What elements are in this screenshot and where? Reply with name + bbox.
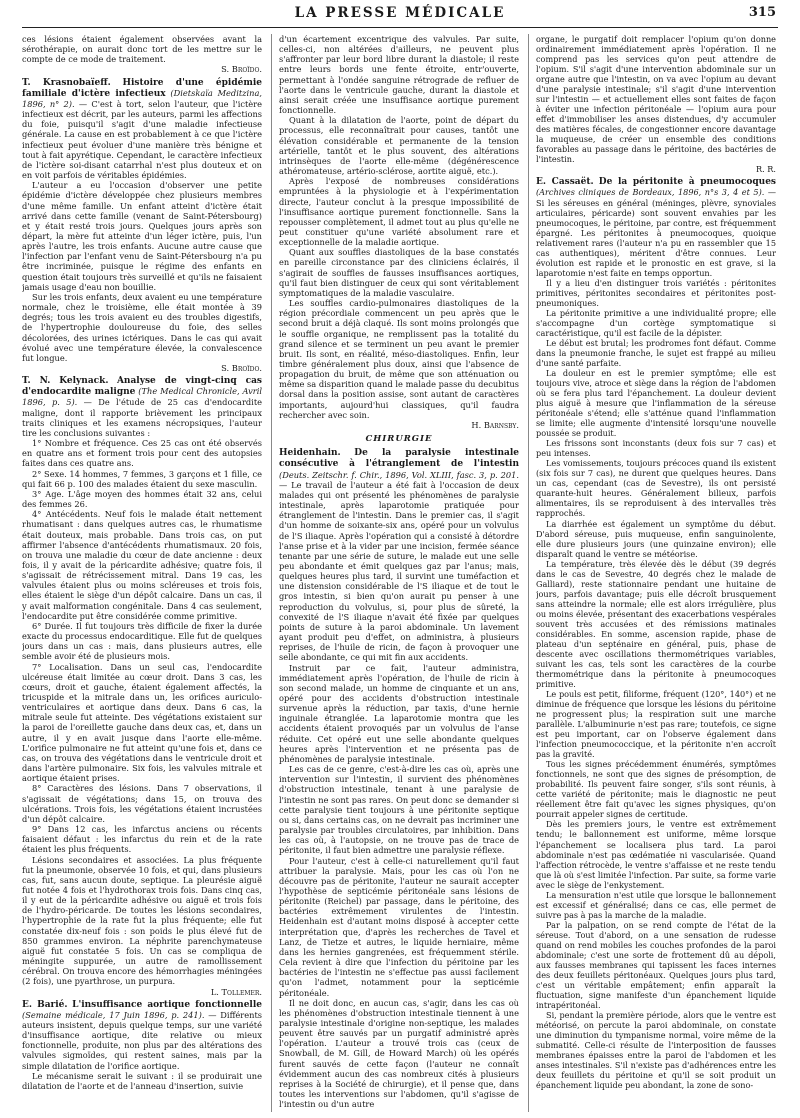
article-source: (Dietskaïa Meditzina, 1896, n° 2). [22,87,262,109]
paragraph: Il y a lieu d'en distinguer trois variétés : péritonites primitives, péritonites secondaires et péritonites post-pneumoniques. [536,277,776,308]
signature: H. Barnsby. [471,419,519,430]
paragraph: 4° Antécédents. Neuf fois le malade était nettement rhumatisant : dans quelques autres cas, le rhumatisme était douteux, mais probable. Dans trois cas, on put affirmer l'absence d'antécédents rhumatismaux. 20 fois, on trouva une maladie du cœur de date ancienne : deux fois, il y avait de la péricardite adhésive; quatre fois, il s'agissait de rétrécissement mitral. Dans 19 cas, les valvules étaient plus ou moins scléreuses et trois fois, elles étaient le siège d'un dépôt calcaire. Dans un cas, il y avait malformation congénitale. Dans 4 cas seulement, l'endocardite put être considérée comme primitive. [22,509,262,621]
paragraph: Instruit par ce fait, l'auteur administra, immédiatement après l'opération, de l'huile de ricin à son second malade, un homme de cinquante et un ans, opéré pour des accidents d'obstruction intestinale survenue après la réduction, par taxis, d'une hernie inguinale étranglée. La laparotomie montra que les accidents étaient provoqués par un volvulus de l'anse réduite. Cet opéré eut une selle abondante quelques heures après l'intervention et ne présenta pas de phénomènes de paralysie intestinale. [279,662,519,764]
article-source: (Deuts. Zeitschr. f. Chir., 1896, Vol. XLIII, fasc. 3, p. 201. [279,469,519,480]
page-number: 315 [748,5,776,20]
paragraph: Lésions secondaires et associées. La plus fréquente fut la pneumonie, observée 10 fois, et qui, dans plusieurs cas, fut, sans aucun doute, septique. La pleurésie aiguë fut notée 4 fois et l'hydrothorax trois fois. Dans cinq cas, il y eut de la péricardite adhésive ou aiguë et trois fois de l'hydro-péricarde. De toutes les lésions secondaires, l'hypertrophie de la rate fut la plus fréquente; elle fut constatée dix-neuf fois : son poids le plus élevé fut de 850 grammes environ. La néphrite parenchymateuse aiguë fut constatée 5 fois. Un cas se compliqua de méningite suppurée, un autre de ramollissement cérébral. On trouva encore des hémorrhagies méningées (2 fois), une pyarthrose, un purpura. [22,854,262,987]
paragraph: 1° Nombre et fréquence. Ces 25 cas ont été observés en quatre ans et forment trois pour cent des autopsies faites dans ces quatre ans. [22,438,262,469]
paragraph: Par la palpation, on se rend compte de l'état de la séreuse. Tout d'abord, on a une sensation de rudesse quand on rend mobiles les couches profondes de la paroi abdominale; c'est une sorte de frottement dû au dépoli, aux fausses membranes qui tapissent les faces internes des deux feuillets péritonéaux. Quelques jours plus tard, c'est un véritable empâtement; enfin apparaît la fluctuation, signe manifeste d'un épanchement liquide intrapéritonéal. [536,919,776,1010]
section-heading: CHIRURGIE [365,434,433,445]
journal-page [22,0,778,1118]
paragraph: ces lésions étaient également observées avant la sérothérapie, on aurait donc tort de les mettre sur le compte de ce mode de traitement. [22,34,262,65]
paragraph: — C'est à tort, selon l'auteur, que l'ictère infectieux est décrit, par les auteurs, parmi les affections du foie, puisqu'il s'agit d'une maladie infectieuse générale. La cause en est probablement à ce que l'ictère infectieux peut évoluer d'une manière très bénigne et tout à fait apyrétique. Cependant, le caractère infectieux de l'ictère soi-disant catarrhal n'est plus douteux et on en voit parfois de véritables épidémies. [22,98,262,181]
paragraph: 3° Age. L'âge moyen des hommes était 32 ans, celui des femmes 26. [22,488,262,510]
paragraph: Le début est brutal; les prodromes font défaut. Comme dans la pneumonie franche, le sujet est frappé au milieu d'une santé parfaite. [536,337,776,368]
paragraph: Les souffles cardio-pulmonaires diastoliques de la région précordiale commencent un peu après que le second bruit a déjà claqué. Ils sont moins prolongés que le souffle organique, ne remplissent pas la totalité du grand silence et se terminent un peu avant le premier bruit. Ils sont, en réalité, méso-diastoliques. Enfin, leur timbre généralement plus doux, ainsi que l'absence de propagation du bruit, de même que son atténuation ou même sa disparition quand le malade passe du decubitus dorsal dans la position assise, sont autant de caractères importants, aujourd'hui classiques, qu'il faudra rechercher avec soin. [279,298,519,420]
paragraph: La température, très élevée dès le début (39 degrés dans le cas de Sevestre, 40 degrés chez le malade de Galliard), reste stationnaire pendant une huitaine de jours, parfois davantage; puis elle décroît brusquement sans atteindre la normale; elle est alors irrégulière, plus ou moins élevée, présentant des exacerbations vespérales souvent très accusées et des rémissions matinales considérables. En somme, ascension rapide, phase de plateau d'un septénaire en général, puis, phase de descente avec oscillations thermométriques variables, suivant les cas, tels sont les caractères de la courbe thermométrique dans la péritonite à pneumocoques primitive. [536,558,776,689]
column-divider [271,34,272,1112]
paragraph: La douleur en est le premier symptôme; elle est toujours vive, atroce et siège dans la région de l'abdomen où se fera plus tard l'épanchement. La douleur devient plus aiguë à mesure que l'inflammation de la séreuse péritonéale s'étend; elle s'atténue quand l'inflammation se limite; elle augmente d'intensité lorsqu'une nouvelle poussée se produit. [536,368,776,439]
article-source: (Semaine médicale, 17 Juin 1896, p. 241). [22,1009,205,1020]
column-left [22,34,262,1112]
paragraph: organe, le purgatif doit remplacer l'opium qu'on donne ordinairement immédiatement après l'opération. Il ne comprend pas les services qu'on peut attendre de l'opium. S'il s'agit d'une intervention abdominale sur un organe autre que l'intestin, on va avec l'opium au devant d'une paralysie intestinale; s'il s'agit d'une intervention sur l'intestin — et actuellement elles sont faites de façon à éviter une infection péritonéale — l'opium aura pour effet d'immobiliser les anses distendues, d'y accumuler des matières fécales, de congestionner encore davantage la muqueuse, de créer un ensemble des conditions favorables au passage dans le péritoine, des bactéries de l'intestin. [536,34,776,165]
signature: S. Broïdo. [221,64,262,75]
paragraph: Quant à la dilatation de l'aorte, point de départ du processus, elle reconnaîtrait pour causes, tantôt une élévation considérable et permanente de la tension artérielle, tantôt et le plus souvent, des altérations intrinsèques de l'aorte elle-même (dégénérescence athéromateuse, artério-sclérose, aortite aiguë, etc.). [279,115,519,177]
paragraph: Il ne doit donc, en aucun cas, s'agir, dans les cas où les phénomènes d'obstruction intestinale tiennent à une paralysie intestinale d'origine non-septique, les malades peuvent être sauvés par un purgatif administré après l'opération. L'auteur a trouvé trois cas (ceux de Snowball, de M. Gill, de Howard March) où les opérés furent sauvés de cette façon (l'auteur ne connaît évidemment aucun des cas nombreux cités à plusieurs reprises à la Société de chirurgie), et il pense que, dans toutes les interventions sur l'abdomen, qu'il s'agisse de l'intestin ou d'un autre [279,997,519,1110]
paragraph: — Le travail de l'auteur a été fait à l'occasion de deux malades qui ont présenté les phénomènes de paralysie intestinale, après laparotomie pratiquée pour étranglement de l'intestin. Dans le premier cas, il s'agit d'un homme de soixante-six ans, opéré pour un volvulus de l'S iliaque. Après l'opération qui a consisté à détordre l'anse prise et à la vider par une incision, fermée séance tenante par une série de suture, le malade eut une selle peu abondante et émit quelques gaz par l'anus; mais, quelques heures plus tard, il survint une tuméfaction et une distension considérable de l'S iliaque et de tout le gros intestin, si bien qu'on aurait pu penser à une reproduction du volvulus, si, pour plus de sûreté, la convexité de l'S iliaque n'avait été fixée par quelques points de suture à la paroi abdominale. Un lavement ayant produit peu d'effet, on administra, à plusieurs reprises, de l'huile de ricin, de façon à provoquer une selle abondante, ce qui mit fin aux accidents. [279,479,519,663]
column-middle [279,34,519,1112]
paragraph: Le mécanisme serait le suivant : il se produirait une dilatation de l'aorte et de l'anneau d'insertion, suivie [22,1070,262,1091]
paragraph: Sur les trois enfants, deux avaient eu une température normale, chez le troisième, elle était montée à 39 degrés; tous les trois avaient eu des troubles digestifs, de l'hypertrophie douloureuse du foie, des selles décolorées, des urines ictériques. Dans le cas qui avait évolué avec une température élevée, la convalescence fut longue. [22,291,262,363]
paragraph: Quant aux souffles diastoliques de la base constatés en pareille circonstance par des cliniciens éclairés, il s'agirait de souffles de fausses insuffisances aortiques, qu'il faut bien distinguer de ceux qui sont véritablement symptomatiques de la maladie vasculaire. [279,247,519,298]
paragraph: Tous les signes précédemment énumérés, symptômes fonctionnels, ne sont que des signes de présomption, de probabilité. Ils peuvent faire songer, s'ils sont réunis, à cette variété de péritonite; mais le diagnostic ne peut réellement être fait qu'avec les signes physiques, qu'on pourrait appeler signes de certitude. [536,759,776,820]
article-title: Histoire d'une épidémie familiale d'ictère infectieux [22,77,262,99]
article-title: Analyse de vingt-cinq cas d'endocardite maligne [22,376,262,398]
paragraph: Les vomissements, toujours précoces quand ils existent (six fois sur 7 cas), ne durent que quelques heures. Dans un cas, cependant (cas de Sevestre), ils ont persisté quarante-huit heures. Généralement bilieux, parfois alimentaires, ils se reproduisent à des intervalles très rapprochés. [536,458,776,519]
article-krasnobaieff [22,77,262,181]
article-author: Heidenhain. [279,448,341,459]
paragraph: — Si les séreuses en général (méninges, plèvre, synoviales articulaires, péricarde) sont souvent envahies par les pneumocoques, le péritoine, par contre, est fréquemment épargné. Les péritonites à pneumocoques, quoique relativement rares (l'auteur n'a pu en rassembler que 15 cas authentiques), méritent d'être connues. Leur évolution est rapide et le pronostic en est grave, si la laparotomie n'est faite en temps opportun. [536,187,776,278]
paragraph: La diarrhée est également un symptôme du début. D'abord séreuse, puis muqueuse, enfin sanguinolente, elle dure plusieurs jours (une quinzaine environ); elle disparaît quand le ventre se météorise. [536,518,776,559]
article-heidenhain [279,447,519,662]
article-title: L'insuffisance aortique fonctionnelle [72,999,262,1010]
article-title: De la péritonite à pneumocoques [598,177,776,188]
paragraph: d'un écartement excentrique des valvules. Par suite, celles-ci, non altérées d'ailleurs, ne peuvent plus s'affronter par leur bord libre durant la diastole; il reste entre leurs bords une fente étroite, entr'ouverte, permettant à l'ondée sanguine rétrograde de refluer de l'aorte dans le ventricule gauche, durant la diastole et ainsi serait créée une insuffisance aortique purement fonctionnelle. [279,34,519,116]
paragraph: La mensuration n'est utile que lorsque le ballonnement est excessif et généralisé; dans ce cas, elle permet de suivre pas à pas la marche de la maladie. [536,889,776,920]
article-author: T. N. Kelynack. [22,376,109,387]
paragraph: La péritonite primitive a une individualité propre; elle s'accompagne d'un cortège symptomatique si caractéristique, qu'il est facile de la dépister. [536,307,776,338]
paragraph: 8° Caractères des lésions. Dans 7 observations, il s'agissait de végétations; dans 15, on trouva des ulcérations. Trois fois, les végétations étaient incrustées d'un dépôt calcaire. [22,783,262,824]
article-author: E. Cassaët. [536,177,594,188]
paragraph: Les cas de ce genre, c'est-à-dire les cas où, après une intervention sur l'intestin, il survient des phénomènes d'obstruction intestinale, tenant à une paralysie de l'intestin ne sont pas rares. On peut donc se demander si cette paralysie tient toujours à une péritonite septique ou si, dans certains cas, on ne devrait pas incriminer une paralysie par troubles circulatoires, par inhibition. Dans les cas où, à l'autopsie, on ne trouve pas de trace de péritonite, il faut bien admettre une paralysie réflexe. [279,764,519,856]
column-divider [528,34,529,1112]
paragraph: — De l'étude de 25 cas d'endocardite maligne, dont il rapporte brièvement les principaux traits cliniques et les examens nécropsiques, l'auteur tire les conclusions suivantes : [22,397,262,438]
article-source: (The Medical Chronicle, Avril 1896, p. 5). [22,386,262,408]
column-right [536,34,776,1112]
paragraph: Si, pendant la première période, alors que le ventre est météorisé, on percute la paroi abdominale, on constate une diminution du tympanisme normal, voire même de la submatité. Celle-ci résulte de l'interposition de fausses membranes épaisses entre la paroi de l'abdomen et les anses intestinales. S'il n'existe pas d'adhérences entre les deux feuillets du péritoine et qu'il se soit produit un épanchement liquide peu abondant, la zone de sono- [536,1010,776,1091]
journal-title: LA PRESSE MÉDICALE [294,5,506,21]
paragraph: 6° Durée. Il fut toujours très difficile de fixer la durée exacte du processus endocarditique. Elle fut de quelques jours dans un cas : mais, dans plusieurs autres, elle semble avoir été de plusieurs mois. [22,620,262,662]
signature: S. Broïdo. [221,363,262,373]
paragraph: Le pouls est petit, filiforme, fréquent (120°, 140°) et ne diminue de fréquence que lorsque les lésions du péritoine ne progressent plus; la respiration suit une marche parallèle. L'albuminurie n'est pas rare; toutefois, ce signe est peu important, car on l'observe également dans l'infection pneumococcique, et la péritonite n'en accroît pas la gravité. [536,689,776,760]
article-kelynack [22,375,262,438]
article-title: De la paralysie intestinale consécutive à l'étranglement de l'intestin [279,448,519,470]
article-author: T. Krasnobaïeff. [22,77,111,88]
paragraph: — Différents auteurs insistent, depuis quelque temps, sur une variété d'insuffisance aortique, dite relative ou mieux fonctionnelle, produite, non plus par des altérations des valvules sigmoïdes, qui restent saines, mais par la simple dilatation de l'orifice aortique. [22,1009,262,1071]
paragraph: Pour l'auteur, c'est à celle-ci naturellement qu'il faut attribuer la paralysie. Mais, pour les cas où l'on ne découvre pas de péritonite, l'auteur ne saurait accepter l'hypothèse de septicémie péritonéale sans lésions de péritonite (Reichel) par passage, dans le péritoine, des bactéries extrêmement virulentes de l'intestin. Heidenhain est d'autant moins disposé à accepter cette interprétation que, d'après les recherches de Tavel et Lanz, de Tietze et autres, le liquide herniaire, même dans les hernies gangrenées, est fréquemment stérile. Cela revient à dire que l'infection du péritoine par les bactéries de l'intestin ne s'effectue pas aussi facilement qu'on l'admet, notamment pour la septicémie péritonéale. [279,855,519,998]
paragraph: 2° Sexe. 14 hommes, 7 femmes, 3 garçons et 1 fille, ce qui fait 66 p. 100 des malades étaient du sexe masculin. [22,468,262,489]
paragraph: 9° Dans 12 cas, les infarctus anciens ou récents faisaient défaut : les infarctus du rein et de la rate étaient les plus fréquents. [22,824,262,855]
paragraph: Dès les premiers jours, le ventre est extrêmement tendu; le ballonnement est uniforme, même lorsque l'épanchement se localisera plus tard. La paroi abdominale n'est pas œdématiée ni vascularisée. Quand l'affection rétrocède, le ventre s'affaisse et ne reste tendu que là où s'est limitée l'infection. Par suite, sa forme varie avec le siège de l'enkystement. [536,819,776,890]
paragraph: 7° Localisation. Dans un seul cas, l'endocardite ulcéreuse était limitée au cœur droit. Dans 3 cas, les cœurs, droit et gauche, étaient également affectés, la tricuspide et la mitrale dans un, les orifices auriculo-ventriculaires et aortique dans deux. Dans 6 cas, la mitrale seule fut atteinte. Des végétations existaient sur la paroi de l'oreillette gauche dans deux cas, et, dans un autre, il y en avait jusque dans l'aorte elle-même. L'orifice pulmonaire ne fut atteint qu'une fois et, dans ce cas, on trouva des végétations dans le ventricule droit et dans l'artère pulmonaire. Six fois, les valvules mitrale et aortique étaient prises. [22,661,262,784]
signature: R. R. [756,164,776,175]
article-source: (Archives cliniques de Bordeaux, 1896, n°s 3, 4 et 5). [536,187,765,198]
article-barie [22,999,262,1071]
article-author: E. Barié. [22,999,68,1010]
signature: L. Tollemer. [210,986,262,997]
article-cassaet [536,176,776,277]
paragraph: Après l'exposé de nombreuses considérations empruntées à la physiologie et à l'expérimentation directe, l'auteur conclut à la presque impossibilité de l'insuffisance aortique purement fonctionnelle. Sans la repousser complètement, il admet tout au plus qu'elle ne peut constituer qu'une variété absolument rare et exceptionnelle de la maladie aortique. [279,176,519,248]
paragraph: L'auteur a eu l'occasion d'observer une petite épidémie d'ictère développée chez plusieurs membres d'une même famille. Un enfant atteint d'ictère était arrivé dans cette famille (venant de Saint-Pétersbourg) et y était resté trois jours. Quelques jours après son départ, la mère fut atteinte d'un léger ictère, puis, l'un après l'autre, les trois enfants. Aucune autre cause que l'infection par l'enfant venu de Saint-Pétersbourg n'a pu être incriminée, puisque le régime des enfants en question était toujours très surveillé et qu'ils ne faisaient jamais usage d'eau non bouillie. [22,180,262,292]
masthead [22,0,778,30]
paragraph: Les frissons sont inconstants (deux fois sur 7 cas) et peu intenses. [536,438,776,459]
header-rule [22,27,778,28]
